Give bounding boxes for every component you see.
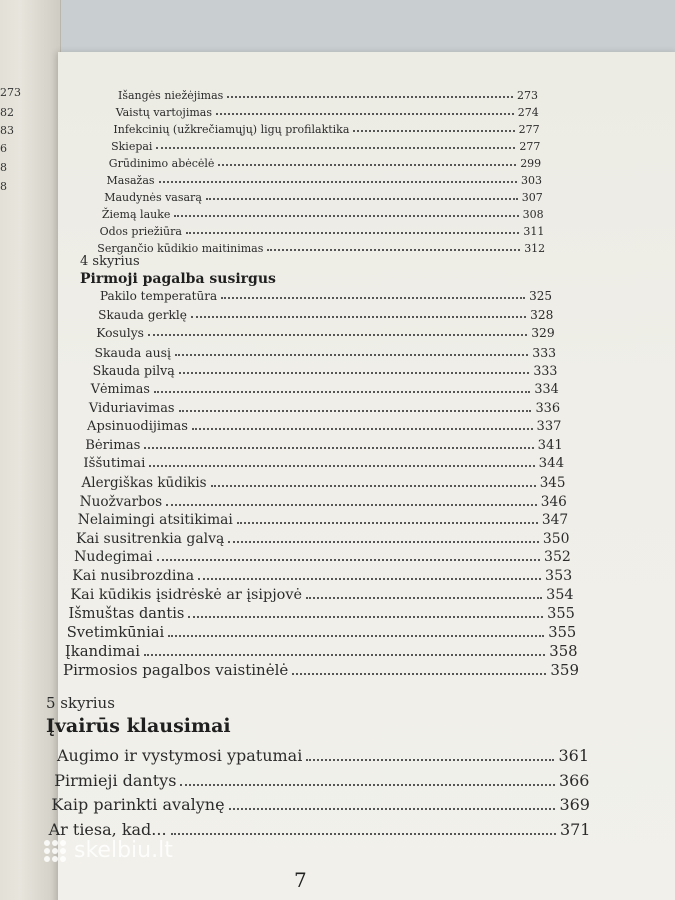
watermark-text: skelbiu.lt: [74, 838, 173, 863]
toc-entry: [80, 494, 567, 510]
leader-dots: [179, 410, 532, 412]
leader-dots: [180, 784, 555, 786]
toc-entry-label: Skauda pilvą: [92, 363, 175, 379]
toc-entry-page: 352: [543, 549, 571, 566]
leader-dots: [191, 316, 526, 318]
toc-entry-page: 333: [532, 344, 557, 360]
toc-entry: [89, 401, 560, 416]
toc-entry: [96, 326, 554, 340]
toc-entry-page: 307: [521, 191, 543, 204]
toc-entry: [102, 208, 544, 221]
leader-dots: [216, 113, 514, 115]
chapter-title: Įvairūs klausimai: [46, 715, 231, 737]
toc-entry-page: 369: [559, 795, 590, 814]
toc-entry: [72, 568, 572, 584]
toc-entry: [107, 174, 543, 187]
toc-entry: [94, 345, 556, 360]
leader-dots: [188, 616, 543, 618]
toc-entry: [87, 419, 561, 434]
leader-dots: [144, 654, 545, 656]
toc-entry-page: 334: [534, 382, 559, 397]
leader-dots: [166, 504, 537, 506]
toc-entry-page: 329: [531, 326, 555, 341]
toc-entry-page: 341: [537, 437, 563, 453]
toc-entry: [63, 661, 579, 679]
toc-entry-label: Alergiškas kūdikis: [81, 475, 207, 491]
toc-entry: [76, 531, 570, 547]
toc-entry-label: Nuožvarbos: [79, 493, 163, 510]
leader-dots: [168, 635, 544, 637]
toc-entry-page: 325: [529, 289, 552, 303]
toc-entry: [97, 242, 545, 255]
toc-entry-page: 355: [547, 605, 575, 623]
toc-entry-page: 353: [545, 568, 573, 584]
toc-entry-label: Vėmimas: [90, 382, 150, 397]
watermark: [44, 838, 173, 863]
leader-dots: [157, 559, 540, 561]
leader-dots: [149, 465, 534, 467]
chapter-title: Pirmoji pagalba susirgus: [80, 271, 276, 287]
toc-entry-page: 277: [519, 140, 541, 153]
toc-entry: [78, 512, 568, 528]
toc-entry-page: 361: [558, 746, 589, 765]
leader-dots: [221, 297, 525, 299]
toc-entry-page: 303: [521, 174, 542, 187]
toc-entry-label: Grūdinimo abėcėlė: [108, 157, 215, 170]
toc-entry-label: Kosulys: [96, 326, 144, 341]
toc-entry: [65, 642, 578, 660]
leader-dots: [211, 485, 536, 487]
leader-dots: [218, 164, 516, 166]
toc-entry-page: 345: [539, 475, 566, 491]
toc-entry-label: Apsinuodijimas: [87, 419, 188, 435]
toc-entry: [83, 456, 564, 471]
toc-entry-label: Sergančio kūdikio maitinimas: [97, 242, 264, 255]
toc-entry-label: Maudynės vasarą: [104, 191, 202, 204]
toc-entry-label: Įkandimai: [64, 642, 141, 661]
toc-entry-label: Bėrimas: [85, 437, 141, 453]
leader-dots: [174, 215, 518, 217]
left-page: [0, 0, 61, 900]
toc-entry-label: Kaip parinkti avalynę: [51, 795, 225, 814]
toc-entry-page: 358: [549, 642, 578, 661]
toc-entry: [54, 771, 589, 790]
toc-entry-label: Nudegimai: [74, 549, 153, 566]
leader-dots: [175, 354, 528, 356]
leader-dots: [156, 147, 515, 149]
leader-dots: [292, 673, 546, 675]
toc-entry-label: Išangės niežėjimas: [118, 89, 224, 102]
leader-dots: [186, 232, 519, 234]
toc-entry: [98, 308, 553, 322]
toc-entry-page: 311: [523, 225, 545, 238]
leader-dots: [227, 96, 513, 98]
toc-entry-label: Odos priežiūra: [99, 225, 182, 238]
toc-entry-label: Pirmieji dantys: [54, 770, 177, 790]
toc-entry-label: Augimo ir vystymosi ypatumai: [57, 746, 303, 765]
leader-dots: [237, 522, 538, 524]
toc-entry-page: 347: [541, 512, 569, 529]
leader-dots: [159, 181, 517, 183]
toc-entry-page: 299: [520, 157, 542, 170]
toc-entry-page: 308: [522, 208, 544, 221]
toc-entry: [116, 106, 539, 119]
toc-entry: [100, 225, 545, 238]
leader-dots: [148, 334, 527, 336]
toc-entry: [70, 587, 573, 603]
toc-entry-label: Pirmosios pagalbos vaistinėlė: [63, 661, 289, 679]
toc-entry-label: Kai susitrenkia galvą: [75, 530, 225, 547]
toc-entry-label: Pakilo temperatūra: [100, 289, 218, 303]
leader-dots: [206, 198, 518, 200]
toc-entry-page: 328: [530, 307, 554, 322]
toc-entry-label: Vaistų vartojimas: [115, 106, 212, 119]
leader-dots: [306, 759, 554, 761]
toc-entry: [85, 438, 563, 453]
toc-entry: [67, 624, 577, 641]
toc-entry: [113, 123, 539, 136]
toc-entry-label: Svetimkūniai: [66, 623, 165, 641]
toc-entry: [51, 795, 590, 814]
left-page-number: 273: [0, 86, 21, 99]
leader-dots: [192, 428, 533, 430]
toc-entry-page: 371: [559, 819, 591, 839]
toc-entry: [109, 157, 541, 170]
toc-entry-page: 336: [535, 400, 561, 416]
toc-entry: [74, 549, 571, 565]
left-page-number: 8: [0, 161, 7, 174]
toc-entry: [100, 289, 552, 303]
leader-dots: [198, 578, 541, 580]
toc-entry-label: Skauda gerklę: [98, 307, 187, 322]
leader-dots: [306, 597, 542, 599]
toc-entry: [93, 363, 558, 378]
left-page-number: 82: [0, 106, 14, 119]
toc-entry-page: 366: [558, 770, 590, 790]
toc-entry-label: Ar tiesa, kad...: [48, 819, 167, 839]
toc-entry-label: Žiemą lauke: [101, 208, 171, 221]
leader-dots: [228, 541, 539, 543]
toc-entry: [111, 140, 540, 153]
leader-dots: [154, 391, 531, 393]
left-page-number: 6: [0, 142, 7, 155]
leader-dots: [144, 447, 533, 449]
leader-dots: [171, 833, 556, 835]
toc-entry: [49, 820, 591, 839]
watermark-logo-icon: [44, 840, 66, 862]
leader-dots: [353, 130, 514, 132]
toc-entry-page: 274: [517, 106, 539, 119]
toc-entry-label: Iššutimai: [83, 456, 146, 472]
toc-entry: [82, 475, 566, 491]
toc-entry-page: 277: [518, 123, 540, 136]
chapter-number: 4 skyrius: [80, 254, 140, 269]
toc-entry-label: Kai kūdikis įsidrėskė ar įsipjovė: [70, 586, 302, 603]
toc-entry-label: Masažas: [106, 174, 155, 187]
toc-entry-label: Viduriavimas: [88, 400, 175, 416]
chapter-number: 5 skyrius: [46, 694, 115, 712]
leader-dots: [229, 808, 556, 810]
toc-entry-page: 273: [517, 89, 538, 102]
toc-entry-page: 359: [550, 661, 579, 679]
toc-entry-page: 350: [542, 530, 570, 547]
toc-entry-label: Infekcinių (užkrečiamųjų) ligų profilaktika: [113, 123, 350, 136]
page-number: 7: [294, 868, 307, 892]
leader-dots: [179, 372, 530, 374]
toc-entry: [69, 605, 575, 622]
left-page-number: 83: [0, 124, 14, 137]
toc-entry-label: Skiepai: [111, 140, 153, 153]
toc-entry-page: 344: [538, 456, 565, 472]
toc-entry-page: 346: [540, 493, 567, 510]
toc-entry-label: Skauda ausį: [94, 344, 172, 360]
toc-entry-label: Išmuštas dantis: [68, 605, 185, 623]
left-page-number: 8: [0, 180, 7, 193]
toc-entry: [91, 382, 559, 397]
toc-entry-page: 354: [546, 586, 574, 603]
toc-entry: [118, 89, 538, 102]
toc-entry-page: 333: [533, 363, 558, 379]
toc-entry: [57, 746, 589, 765]
toc-entry: [104, 191, 543, 204]
toc-entry-page: 337: [536, 419, 562, 435]
toc-entry-label: Nelaimingi atsitikimai: [77, 512, 233, 529]
leader-dots: [267, 249, 520, 251]
toc-entry-page: 312: [524, 242, 546, 255]
toc-entry-page: 355: [548, 623, 577, 641]
toc-entry-label: Kai nusibrozdina: [72, 568, 195, 584]
